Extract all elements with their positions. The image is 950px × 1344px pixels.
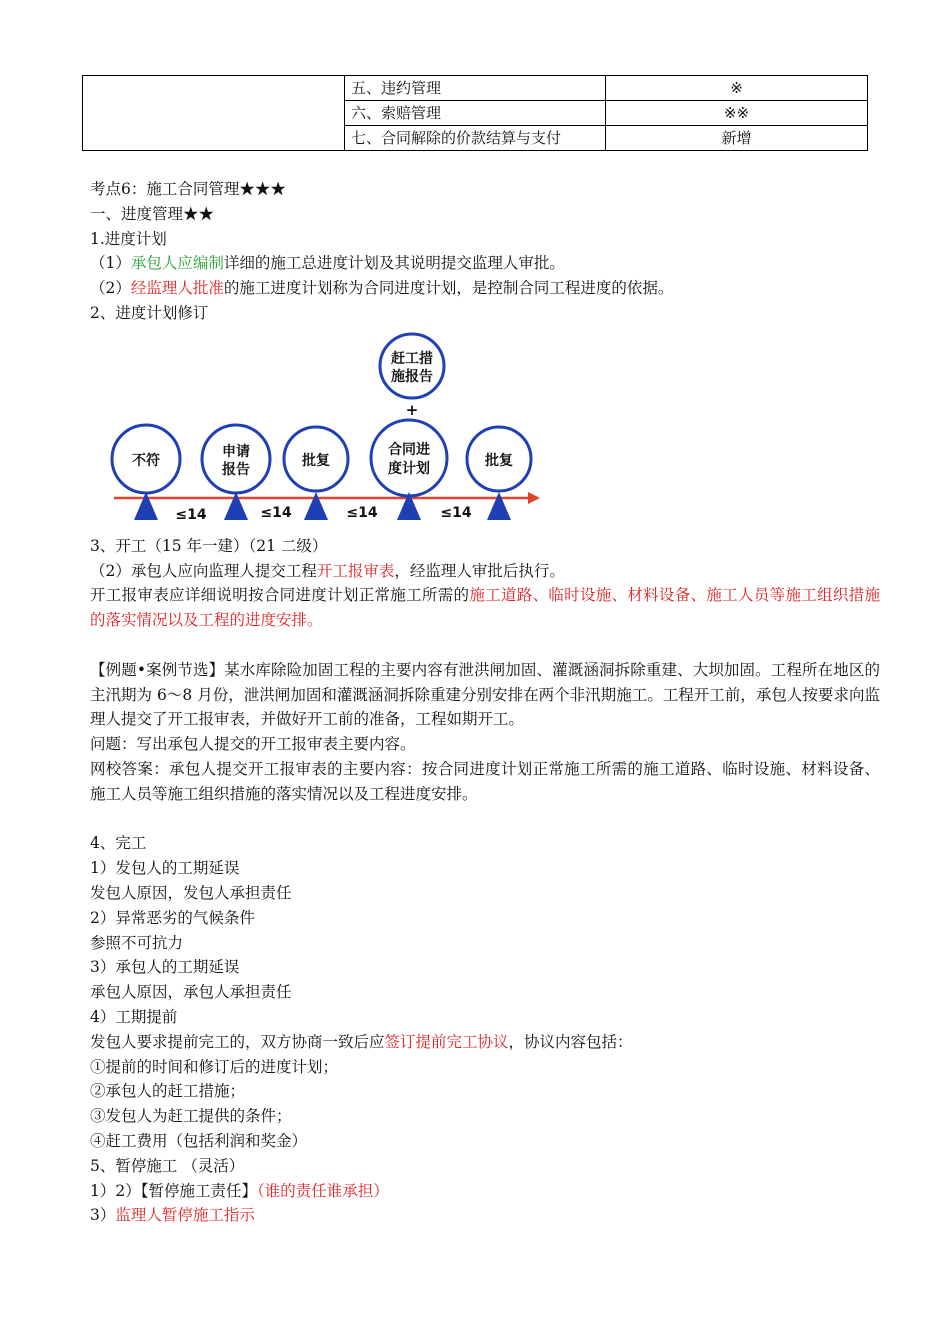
- start-heading: 3、开工（15 年一建）（21 二级）: [90, 536, 328, 555]
- interval-label: ≤14: [346, 504, 378, 521]
- text: （1）: [90, 254, 131, 273]
- highlight-green: 承包人应编制: [130, 254, 224, 273]
- node-label: 不符: [132, 452, 160, 469]
- plus-sign: +: [405, 400, 419, 419]
- start-item-1: [90, 559, 880, 584]
- timeline-marker: [304, 492, 328, 520]
- plan-heading: 1.进度计划: [90, 229, 167, 248]
- example-case: 【例题•案例节选】某水库除险加固工程的主要内容有泄洪闸加固、灌溉涵洞拆除重建、大坝加固。工程所在地区的主汛期为 6～8 月份，泄洪闸加固和灌溉涵洞拆除重建分别安排在两个非汛期施工。工程开工前，承包人按要求向监理人提交了开工报审表，并做好开工前的准备，工程如期开工。: [90, 660, 880, 729]
- table-cell-mark: 新增: [606, 126, 868, 151]
- schedule-revision-diagram: [104, 332, 544, 530]
- timeline-marker: [224, 492, 248, 520]
- node-label: 批复: [485, 452, 513, 469]
- example-answer: 网校答案：承包人提交开工报审表的主要内容：按合同进度计划正常施工所需的施工道路、临时设施、材料设备、施工人员等施工组织措施的落实情况以及工程进度安排。: [90, 759, 880, 803]
- node-label: 施报告: [391, 368, 433, 385]
- highlight-red: 经监理人批准: [130, 279, 224, 298]
- revise-heading: 2、进度计划修订: [90, 303, 209, 322]
- text: 的施工进度计划称为合同进度计划，是控制合同工程进度的依据。: [223, 279, 674, 298]
- spacer: [90, 633, 880, 658]
- completion-item: 3）承包人的工期延误: [90, 958, 240, 977]
- suspension-heading: 5、暂停施工 （灵活）: [90, 1156, 245, 1175]
- progress-heading: 一、进度管理★★: [90, 204, 215, 223]
- highlight-red: 施工道路、临时设施、材料设备、施工人员等施工组织措施的落实情况以及工程的进度安排。: [90, 586, 880, 630]
- completion-detail: 承包人原因，承包人承担责任: [90, 983, 292, 1002]
- completion-heading: 4、完工: [90, 834, 147, 853]
- node-label: 批复: [302, 452, 330, 469]
- timeline-marker: [487, 492, 511, 520]
- section-title: 考点6：施工合同管理★★★: [90, 180, 286, 198]
- node-label: 度计划: [388, 460, 430, 477]
- table-cell-item: 七、合同解除的价款结算与支付: [345, 126, 606, 151]
- suspension-item: [90, 1203, 880, 1228]
- text: 3）: [90, 1206, 116, 1225]
- timeline-marker: [134, 492, 158, 520]
- highlight-red: 监理人暂停施工指示: [115, 1206, 255, 1225]
- text: ，协议内容包括：: [508, 1032, 633, 1051]
- node-label: 申请: [222, 443, 250, 460]
- agreement-list-item: ④赶工费用（包括利润和奖金）: [90, 1131, 308, 1150]
- highlight-red: 开工报审表: [316, 561, 395, 580]
- node-label: 报告: [222, 461, 250, 478]
- completion-detail: 参照不可抗力: [90, 933, 184, 952]
- table-cell-mark: ※: [606, 76, 868, 101]
- start-item-2: [90, 583, 880, 633]
- interval-label: ≤14: [260, 504, 292, 521]
- suspension-item: [90, 1179, 880, 1204]
- table-cell-item: 六、索赔管理: [345, 101, 606, 126]
- text: （2）承包人应向监理人提交工程: [90, 561, 317, 580]
- table-cell-item: 五、违约管理: [345, 76, 606, 101]
- highlight-red: 签订提前完工协议: [384, 1032, 509, 1051]
- example-question: 问题：写出承包人提交的开工报审表主要内容。: [90, 735, 416, 754]
- completion-item: 4）工期提前: [90, 1007, 178, 1026]
- text: 1）2）【暂停施工责任】: [90, 1181, 257, 1200]
- document-body: [90, 177, 880, 1228]
- text: ，经监理人审批后执行。: [394, 561, 565, 580]
- table-row: [83, 76, 868, 101]
- text: 详细的施工总进度计划及其说明提交监理人审批。: [223, 254, 565, 273]
- table-cell-empty: [83, 76, 345, 151]
- spacer: [90, 807, 880, 832]
- table-cell-mark: ※※: [606, 101, 868, 126]
- plan-item-2: [90, 276, 880, 301]
- text: 开工报审表应详细说明按合同进度计划正常施工所需的: [90, 586, 470, 605]
- interval-label: ≤14: [440, 504, 472, 521]
- completion-detail: 发包人原因，发包人承担责任: [90, 883, 292, 902]
- highlight-red: （谁的责任谁承担）: [256, 1181, 389, 1200]
- agreement-list-item: ①提前的时间和修订后的进度计划；: [90, 1057, 339, 1076]
- node-label: 合同进: [388, 441, 430, 458]
- completion-item: 1）发包人的工期延误: [90, 859, 240, 878]
- node-circle-contract-plan: [371, 420, 447, 496]
- timeline-arrow-head: [528, 492, 540, 504]
- contract-topics-table: [82, 75, 868, 151]
- completion-detail: [90, 1030, 880, 1055]
- text: （2）: [90, 279, 131, 298]
- agreement-list-item: ③发包人为赶工提供的条件；: [90, 1107, 292, 1126]
- text: 发包人要求提前完工的，双方协商一致后应: [90, 1032, 385, 1051]
- plan-item-1: [90, 251, 880, 276]
- agreement-list-item: ②承包人的赶工措施；: [90, 1082, 246, 1101]
- node-label: 赶工措: [391, 350, 433, 367]
- interval-label: ≤14: [175, 506, 207, 523]
- completion-item: 2）异常恶劣的气候条件: [90, 908, 255, 927]
